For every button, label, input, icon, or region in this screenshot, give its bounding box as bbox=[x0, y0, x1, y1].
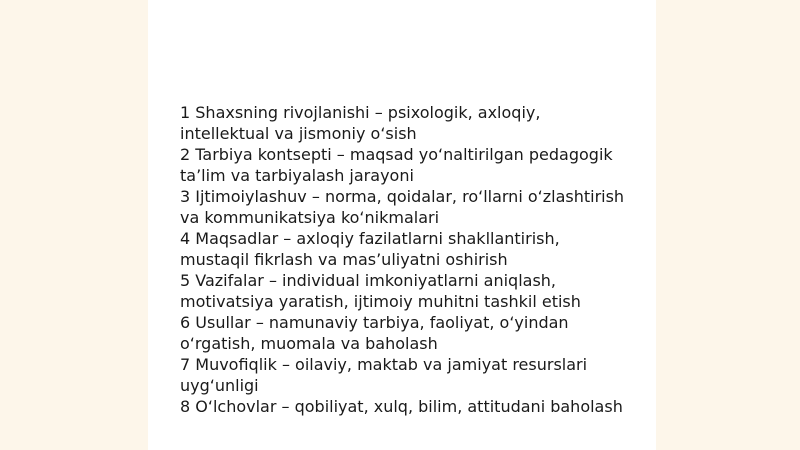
numbered-list bbox=[180, 102, 630, 417]
list-item: 5 Vazifalar – individual imkoniyatlarni aniqlash, motivatsiya yaratish, ijtimoiy muhitni tashkil etish bbox=[180, 271, 581, 311]
list-item: 3 Ijtimoiylashuv – norma, qoidalar, ro‘llarni o‘zlashtirish va kommunikatsiya ko‘nikmalari bbox=[180, 187, 625, 227]
list-item: 7 Muvofiqlik – oilaviy, maktab va jamiyat resurslari uyg‘unligi bbox=[180, 355, 588, 395]
document-page bbox=[148, 0, 656, 450]
list-item: 2 Tarbiya kontsepti – maqsad yo‘naltirilgan pedagogik ta’lim va tarbiyalash jarayoni bbox=[180, 145, 613, 185]
list-item: 8 O‘lchovlar – qobiliyat, xulq, bilim, attitudani baholash bbox=[180, 397, 623, 416]
list-item: 6 Usullar – namunaviy tarbiya, faoliyat, o‘yindan o‘rgatish, muomala va baholash bbox=[180, 313, 569, 353]
list-item: 4 Maqsadlar – axloqiy fazilatlarni shakllantirish, mustaqil fikrlash va mas’uliyatni oshirish bbox=[180, 229, 560, 269]
list-item: 1 Shaxsning rivojlanishi – psixologik, axloqiy, intellektual va jismoniy o‘sish bbox=[180, 103, 541, 143]
